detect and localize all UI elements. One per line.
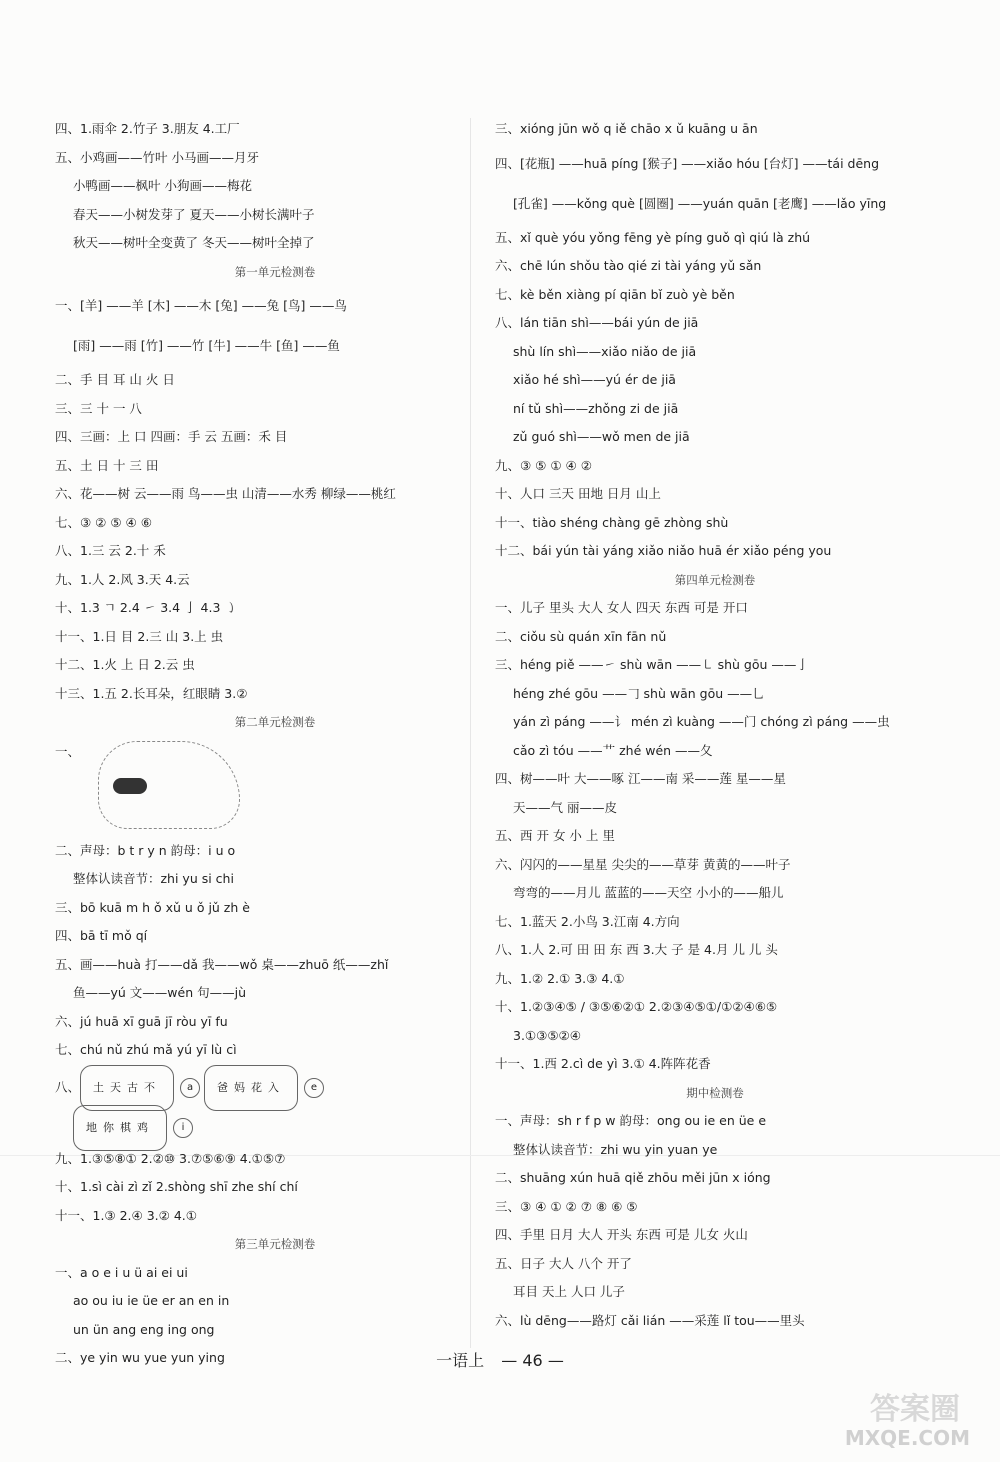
section-heading: [55, 258, 495, 287]
answer-line: [495, 480, 935, 509]
answer-text: 四、1.雨伞 2.竹子 3.朋友 4.工厂: [55, 121, 240, 136]
answer-line: [495, 1307, 935, 1336]
answer-text: cǎo zì tóu ——艹 zhé wén ——夂: [513, 742, 713, 758]
answer-line: [55, 229, 495, 258]
answer-line: [495, 1107, 935, 1136]
answer-text: zǔ guó shì——wǒ men de jiā: [513, 429, 690, 444]
answer-line: [55, 172, 495, 201]
answer-text: 第一单元检测卷: [234, 264, 316, 279]
answer-line: [495, 594, 935, 623]
answer-line: [55, 1259, 495, 1288]
watermark-url: MXQE.COM: [844, 1426, 970, 1450]
answer-line: [495, 1164, 935, 1193]
answer-line: [495, 338, 935, 367]
apple-icon: e: [304, 1078, 324, 1098]
answer-line: [495, 1221, 935, 1250]
answer-line: [55, 1202, 495, 1231]
answer-text: 三、xióng jūn wǒ q iě chāo x ǔ kuāng u ān: [495, 121, 758, 136]
answer-text: 十一、1.③ 2.④ 3.② 4.①: [55, 1207, 197, 1223]
answer-text: shù lín shì——xiǎo niǎo de jiā: [513, 343, 697, 359]
answer-text: 一、声母：sh r f p w 韵母：ong ou ie en üe e: [495, 1113, 767, 1128]
answer-line: [495, 115, 935, 144]
answer-line: [55, 1145, 495, 1174]
answer-line: [55, 594, 495, 623]
answer-text: 十、1.3 ㄱ 2.4 ㇀ 3.4 亅 4.3 ㇁: [55, 600, 237, 615]
watermark-logo: 答案圈: [870, 1392, 960, 1427]
answer-text: 弯弯的——月儿 蓝蓝的——天空 小小的——船儿: [513, 885, 784, 900]
answer-line: [495, 765, 935, 794]
section-heading: [55, 708, 495, 737]
answer-line: [55, 1008, 495, 1037]
answer-text: 二、shuāng xún huā qiě zhōu měi jūn x ióng: [495, 1170, 771, 1185]
answer-line: [495, 452, 935, 481]
answer-line: [55, 423, 495, 452]
answer-line: [55, 623, 495, 652]
section-heading: [495, 1079, 935, 1108]
answer-text: 八、1.三 云 2.十 禾: [55, 543, 166, 558]
answer-line: [55, 1036, 495, 1065]
answer-line: [495, 879, 935, 908]
answer-line: [495, 680, 935, 709]
answer-line: [55, 1173, 495, 1202]
answer-line: [495, 252, 935, 281]
hedgehog-dot-puzzle-icon: [98, 741, 240, 829]
answer-text: 十一、1.日 目 2.三 山 3.上 虫: [55, 628, 224, 644]
answer-text: 第三单元检测卷: [234, 1237, 316, 1251]
answer-line: [495, 1250, 935, 1279]
answer-line: [495, 1050, 935, 1079]
answer-text: 第四单元检测卷: [674, 572, 756, 587]
answer-line: [495, 423, 935, 452]
answer-text: 八、lán tiān shì——bái yún de jiā: [495, 315, 699, 330]
answer-line: [495, 936, 935, 965]
answer-text: 三、héng piě ——㇀ shù wān ——㇄ shù gōu ——亅: [495, 657, 809, 672]
answer-line: [55, 395, 495, 424]
answer-line: [55, 651, 495, 680]
answer-text: 六、chē lún shǒu tào qié zi tài yáng yǔ sǎn: [495, 258, 762, 273]
answer-line: [55, 537, 495, 566]
answer-line: [495, 908, 935, 937]
apple-icon: i: [173, 1118, 193, 1138]
answer-text: 十、人口 三天 田地 日月 山上: [495, 486, 661, 501]
section-heading: [55, 1230, 495, 1259]
character-cloud-box: 土天古不: [80, 1065, 174, 1111]
answer-line: [495, 509, 935, 538]
answer-line: [495, 144, 935, 184]
answer-text: 九、1.② 2.① 3.③ 4.①: [495, 970, 625, 986]
answer-text: 九、1.③⑤⑧① 2.②⑩ 3.⑦⑤⑥⑨ 4.①⑤⑦: [55, 1150, 286, 1166]
answer-line: [55, 865, 495, 894]
answer-line: [55, 326, 495, 366]
answer-line: [495, 965, 935, 994]
answer-line: [55, 1065, 495, 1105]
answer-text: 五、西 开 女 小 上 里: [495, 828, 615, 843]
answer-line: [55, 837, 495, 866]
answer-line: [55, 566, 495, 595]
answer-text: 二、手 目 耳 山 火 日: [55, 372, 175, 387]
character-cloud-box: 爸妈花入: [204, 1065, 298, 1111]
answer-text: 三、③ ④ ① ② ⑦ ⑧ ⑥ ⑤: [495, 1198, 638, 1214]
answer-line: [55, 201, 495, 230]
answer-text: 七、chú nǔ zhú mǎ yú yī lù cì: [55, 1042, 237, 1057]
answer-text: 三、bō kuā m h ǒ xǔ u ǒ jǔ zh è: [55, 899, 250, 915]
answer-text: 七、1.蓝天 2.小鸟 3.江南 4.方向: [495, 913, 680, 929]
answer-line: [55, 366, 495, 395]
answer-line: [55, 680, 495, 709]
answer-text: 五、xǐ què yóu yǒng fēng yè píng guǒ qì qiú là zhú: [495, 229, 811, 245]
answer-text: 十二、bái yún tài yáng xiǎo niǎo huā ér xiǎo péng you: [495, 543, 832, 558]
answer-line: [55, 144, 495, 173]
right-column: [495, 115, 935, 1335]
answer-text: 六、闪闪的——星星 尖尖的——草芽 黄黄的——叶子: [495, 856, 791, 872]
answer-text: 十一、1.西 2.cì de yì 3.① 4.阵阵花香: [495, 1056, 711, 1071]
answer-line: [55, 1316, 495, 1345]
answer-text: héng zhé gōu ——𠃌 shù wān gōu ——乚: [513, 685, 765, 701]
answer-text: 五、小鸡画——竹叶 小马画——月牙: [55, 149, 259, 165]
answer-line: [495, 395, 935, 424]
answer-text: 二、声母：b t r y n 韵母：i u o: [55, 842, 236, 858]
answer-text: 整体认读音节：zhi yu si chi: [73, 871, 234, 886]
apple-icon: a: [180, 1078, 200, 1098]
answer-text: 鱼——yú 文——wén 句——jù: [73, 985, 246, 1000]
answer-line: [55, 737, 495, 837]
answer-text: 耳目 天上 人口 儿子: [513, 1284, 625, 1299]
answer-text: 整体认读音节：zhi wu yin yuan ye: [513, 1141, 718, 1157]
answer-text: 六、lù dēng——路灯 cǎi lián ——采莲 lǐ tou——里头: [495, 1312, 805, 1328]
answer-text: 三、三 十 一 八: [55, 400, 142, 416]
answer-line: [495, 281, 935, 310]
answer-text: un ün ang eng ing ong: [73, 1321, 215, 1337]
answer-text: 十二、1.火 上 日 2.云 虫: [55, 657, 195, 672]
answer-text: xiǎo hé shì——yú ér de jiā: [513, 372, 676, 387]
answer-text: 六、jú huā xī guā jī ròu yī fu: [55, 1013, 228, 1029]
answer-line: [495, 224, 935, 253]
answer-line: [55, 115, 495, 144]
answer-text: 八、: [55, 1079, 81, 1094]
character-cloud-box: 地你棋鸡: [73, 1105, 167, 1151]
answer-text: 六、花——树 云——雨 鸟——虫 山清——水秀 柳绿——桃红: [55, 486, 396, 501]
answer-line: [495, 822, 935, 851]
answer-text: 四、树——叶 大——啄 江——南 采——莲 星——星: [495, 771, 786, 786]
answer-line: [495, 623, 935, 652]
answer-line: [55, 480, 495, 509]
answer-line: [495, 1136, 935, 1165]
answer-text: ao ou iu ie üe er an en in: [73, 1293, 230, 1308]
answer-line: [495, 537, 935, 566]
answer-text: 五、画——huà 打——dǎ 我——wǒ 桌——zhuō 纸——zhǐ: [55, 956, 389, 972]
answer-text: 二、ciǒu sù quán xīn fān nǔ: [495, 628, 667, 644]
answer-line: [55, 1287, 495, 1316]
answer-text: 四、三画：上 口 四画：手 云 五画：禾 目: [55, 429, 288, 444]
answer-line: [495, 184, 935, 224]
answer-line: [495, 366, 935, 395]
answer-line: [495, 1022, 935, 1051]
answer-text: 一、a o e i u ü ai ei ui: [55, 1264, 188, 1280]
answer-text: 十三、1.五 2.长耳朵，红眼睛 3.②: [55, 685, 248, 701]
page-footer: [0, 1348, 1000, 1371]
answer-line: [55, 951, 495, 980]
answer-text: 第二单元检测卷: [234, 715, 316, 729]
footer-subject: 一语上: [436, 1351, 485, 1370]
answer-text: 九、1.人 2.风 3.天 4.云: [55, 571, 190, 587]
answer-text: ní tǔ shì——zhǒng zi de jiā: [513, 400, 679, 416]
answer-text: 期中检测卷: [686, 1085, 744, 1100]
answer-line: [55, 509, 495, 538]
answer-text: 四、bā tī mǒ qí: [55, 928, 148, 943]
answer-text: [孔雀] ——kǒng què [圆圈] ——yuán quān [老鹰] ——lǎo yīng: [513, 195, 887, 211]
answer-text: 十一、tiào shéng chàng gē zhòng shù: [495, 514, 729, 530]
answer-line: [495, 309, 935, 338]
answer-line: [55, 979, 495, 1008]
answer-text: 五、日子 大人 八个 开了: [495, 1255, 632, 1271]
answer-text: 十、1.②③④⑤ / ③⑤⑥②① 2.②③④⑤①/①②④⑥⑤: [495, 999, 778, 1014]
answer-line: [55, 922, 495, 951]
answer-text: 二、ye yin wu yue yun ying: [55, 1350, 225, 1365]
answer-text: 秋天——树叶全变黄了 冬天——树叶全掉了: [73, 235, 315, 250]
section-heading: [495, 566, 935, 595]
answer-text: [雨] ——雨 [竹] ——竹 [牛] ——牛 [鱼] ——鱼: [73, 338, 340, 353]
answer-text: 四、手里 日月 大人 开头 东西 可是 儿女 火山: [495, 1227, 748, 1242]
answer-text: 小鸭画——枫叶 小狗画——梅花: [73, 178, 252, 193]
answer-line: [55, 1105, 495, 1145]
answer-text: 一、[羊] ——羊 [木] ——木 [兔] ——兔 [鸟] ——鸟: [55, 298, 347, 313]
answer-text: 五、土 日 十 三 田: [55, 457, 159, 473]
answer-line: [495, 993, 935, 1022]
answer-text: 一、: [55, 743, 81, 759]
answer-text: 四、[花瓶] ——huā píng [猴子] ——xiǎo hóu [台灯] ——tái dēng: [495, 155, 880, 171]
left-column: [55, 115, 495, 1373]
answer-text: 七、③ ② ⑤ ④ ⑥: [55, 514, 152, 530]
answer-text: 3.①③⑤②④: [513, 1027, 581, 1043]
answer-line: [55, 894, 495, 923]
answer-line: [495, 708, 935, 737]
answer-line: [495, 1278, 935, 1307]
footer-page-number: — 46 —: [501, 1351, 564, 1370]
answer-text: 天——气 丽——皮: [513, 799, 617, 815]
answer-text: 十、1.sì cài zì zǐ 2.shòng shī zhe shí chí: [55, 1179, 298, 1194]
answer-line: [495, 1193, 935, 1222]
answer-line: [55, 452, 495, 481]
answer-line: [495, 737, 935, 766]
answer-text: yán zì páng ——讠 mén zì kuàng ——门 chóng zì páng ——虫: [513, 714, 890, 729]
answer-text: 一、儿子 里头 大人 女人 四天 东西 可是 开口: [495, 600, 748, 615]
answer-text: 春天——小树发芽了 夏天——小树长满叶子: [73, 206, 315, 222]
answer-line: [55, 286, 495, 326]
answer-text: 九、③ ⑤ ① ④ ②: [495, 457, 592, 473]
answer-line: [495, 851, 935, 880]
answer-line: [495, 651, 935, 680]
answer-line: [495, 794, 935, 823]
answer-text: 八、1.人 2.可 田 田 东 西 3.大 子 是 4.月 儿 儿 头: [495, 942, 778, 957]
answer-text: 七、kè běn xiàng pí qiān bǐ zuò yè běn: [495, 286, 735, 302]
